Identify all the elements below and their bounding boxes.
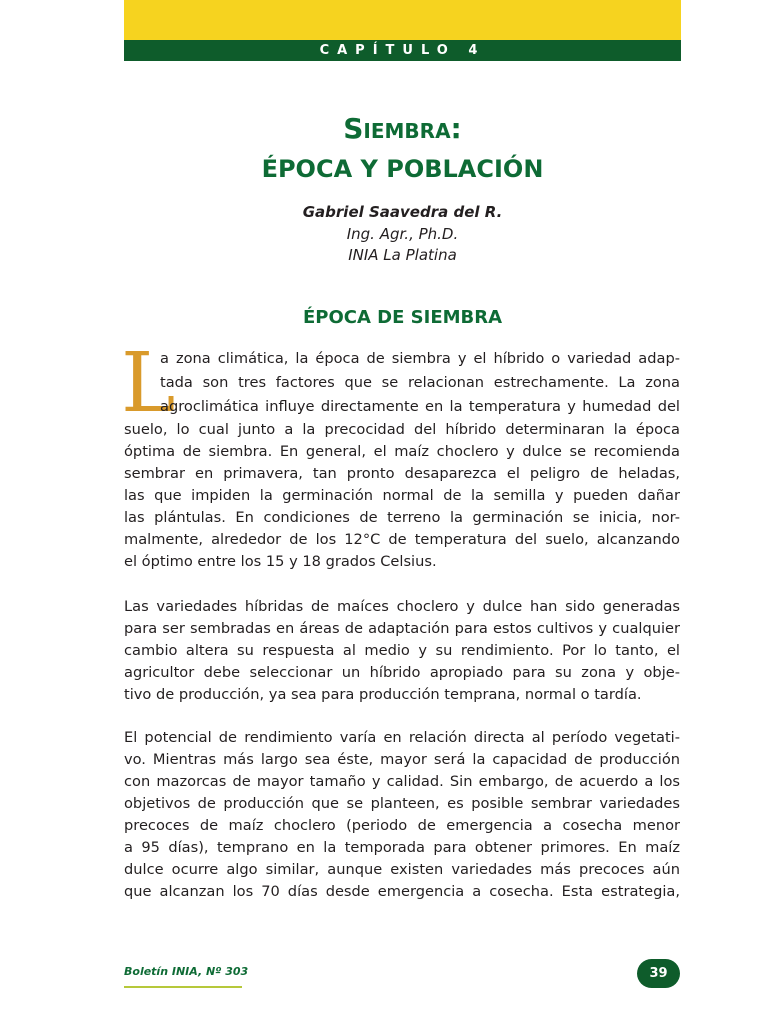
body-text-line: agroclimática influye directamente en la temperatura y humedad del — [160, 398, 680, 415]
drop-cap: L — [121, 336, 176, 431]
page-subtitle: ÉPOCA Y POBLACIÓN — [261, 155, 544, 183]
body-text-line: objetivos de producción que se planteen, es posible sembrar variedades — [124, 795, 680, 812]
body-text-line: dulce ocurre algo similar, aunque existen variedades más precoces aún — [124, 861, 680, 878]
body-text-line: las plántulas. En condiciones de terreno la germinación se inicia, nor- — [124, 509, 680, 526]
body-text-line: tada son tres factores que se relacionan estrechamente. La zona — [160, 374, 680, 391]
body-text-line: El potencial de rendimiento varía en relación directa al período vegetati- — [124, 729, 680, 746]
body-text-line: el óptimo entre los 15 y 18 grados Celsius. — [124, 553, 437, 570]
page-number-badge: 39 — [637, 959, 680, 988]
body-text-line: Las variedades híbridas de maíces choclero y dulce han sido generadas — [124, 598, 680, 615]
body-text-line: a zona climática, la época de siembra y el híbrido o variedad adap- — [160, 350, 680, 367]
body-text-line: las que impiden la germinación normal de la semilla y pueden dañar — [124, 487, 680, 504]
body-text-line: que alcanzan los 70 días desde emergencia a cosecha. Esta estrategia, — [124, 883, 680, 900]
body-text-line: óptima de siembra. En general, el maíz choclero y dulce se recomienda — [124, 443, 680, 460]
body-text-line: precoces de maíz choclero (periodo de emergencia a cosecha menor — [124, 817, 680, 834]
body-text-line: vo. Mientras más largo sea éste, mayor será la capacidad de producción — [124, 751, 680, 768]
body-text-line: sembrar en primavera, tan pronto desaparezca el peligro de heladas, — [124, 465, 680, 482]
body-text-line: con mazorcas de mayor tamaño y calidad. Sin embargo, de acuerdo a los — [124, 773, 680, 790]
footer-divider — [124, 986, 242, 988]
body-text-line: cambio altera su respuesta al medio y su rendimiento. Por lo tanto, el — [124, 642, 680, 659]
body-text-line: agricultor debe seleccionar un híbrido apropiado para su zona y obje- — [124, 664, 680, 681]
section-heading: ÉPOCA DE SIEMBRA — [302, 307, 503, 328]
author-name: Gabriel Saavedra del R. — [302, 203, 503, 221]
body-text-line: suelo, lo cual junto a la precocidad del híbrido determinaran la época — [124, 421, 680, 438]
body-text-line: a 95 días), temprano en la temporada para obtener primores. En maíz — [124, 839, 680, 856]
footer-publication: Boletín INIA, Nº 303 — [124, 965, 249, 978]
author-institution: INIA La Platina — [348, 246, 457, 264]
chapter-banner: CAPÍTULO 4 — [124, 40, 681, 61]
author-credentials: Ing. Agr., Ph.D. — [346, 225, 459, 243]
page-title: Siembra: — [343, 112, 462, 145]
body-text-line: tivo de producción, ya sea para producción temprana, normal o tardía. — [124, 686, 642, 703]
top-color-band — [124, 0, 681, 40]
body-text-line: malmente, alrededor de los 12°C de temperatura del suelo, alcanzando — [124, 531, 680, 548]
body-text-line: para ser sembradas en áreas de adaptación para estos cultivos y cualquier — [124, 620, 680, 637]
